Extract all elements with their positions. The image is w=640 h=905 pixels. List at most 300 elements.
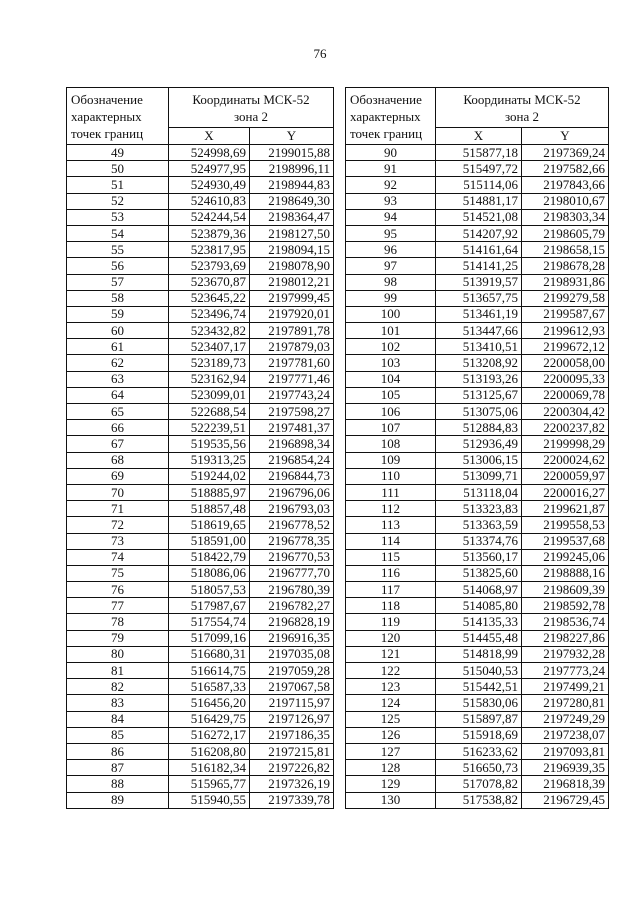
point-number-cell: 96 [346,242,436,258]
table-row [346,371,609,387]
point-number-cell: 80 [67,646,169,662]
point-number-cell: 99 [346,290,436,306]
x-coordinate-cell: 514818,99 [436,646,522,662]
x-coordinate-cell: 514455,48 [436,630,522,646]
table-row [346,242,609,258]
point-number-cell: 94 [346,209,436,225]
table-row [346,549,609,565]
table-row [67,339,334,355]
y-coordinate-cell: 2199612,93 [522,323,609,339]
x-coordinate-cell: 523670,87 [169,274,250,290]
table-row [346,776,609,792]
table-row [67,533,334,549]
table-row [346,290,609,306]
y-coordinate-cell: 2199245,06 [522,549,609,565]
y-coordinate-cell: 2197215,81 [250,743,334,759]
x-coordinate-cell: 516272,17 [169,727,250,743]
y-coordinate-cell: 2200059,97 [522,468,609,484]
point-number-cell: 100 [346,306,436,322]
y-coordinate-cell: 2197781,60 [250,355,334,371]
designation-header-line: Обозначение [350,92,422,107]
y-coordinate-cell: 2196916,35 [250,630,334,646]
table-row [346,339,609,355]
point-number-cell: 76 [67,582,169,598]
x-coordinate-cell: 513560,17 [436,549,522,565]
point-number-cell: 107 [346,420,436,436]
point-number-cell: 85 [67,727,169,743]
y-coordinate-cell: 2200304,42 [522,404,609,420]
table-row [346,177,609,193]
point-number-cell: 108 [346,436,436,452]
point-number-cell: 83 [67,695,169,711]
y-coordinate-cell: 2196778,35 [250,533,334,549]
point-number-cell: 125 [346,711,436,727]
table-row [346,355,609,371]
table-row [67,177,334,193]
y-coordinate-cell: 2197879,03 [250,339,334,355]
point-number-cell: 98 [346,274,436,290]
coordinates-header-line: зона 2 [504,109,540,124]
y-coordinate-cell: 2198605,79 [522,225,609,241]
point-number-cell: 60 [67,323,169,339]
y-column-header: Y [250,128,334,145]
x-coordinate-cell: 516182,34 [169,760,250,776]
table-row [67,290,334,306]
table-row [67,161,334,177]
x-coordinate-cell: 515965,77 [169,776,250,792]
y-coordinate-cell: 2197126,97 [250,711,334,727]
table-row [67,582,334,598]
designation-header-line: точек границ [71,126,144,141]
table-row [346,468,609,484]
y-coordinate-cell: 2198649,30 [250,193,334,209]
x-coordinate-cell: 519244,02 [169,468,250,484]
table-row [67,760,334,776]
table-row [67,695,334,711]
x-coordinate-cell: 516680,31 [169,646,250,662]
table-row [67,468,334,484]
table-row [346,760,609,776]
x-coordinate-cell: 523407,17 [169,339,250,355]
table-row [346,193,609,209]
coordinates-header-line: Координаты МСК-52 [463,92,581,107]
point-number-cell: 58 [67,290,169,306]
x-coordinate-cell: 515918,69 [436,727,522,743]
point-number-cell: 56 [67,258,169,274]
point-number-cell: 128 [346,760,436,776]
x-coordinate-cell: 518619,65 [169,517,250,533]
y-coordinate-cell: 2198127,50 [250,225,334,241]
y-coordinate-cell: 2198609,39 [522,582,609,598]
x-coordinate-cell: 518857,48 [169,501,250,517]
y-coordinate-cell: 2196796,06 [250,484,334,500]
point-number-cell: 90 [346,145,436,161]
coordinates-header-line: зона 2 [233,109,269,124]
point-number-cell: 69 [67,468,169,484]
y-coordinate-cell: 2196778,52 [250,517,334,533]
table-row [346,209,609,225]
point-number-cell: 61 [67,339,169,355]
point-number-cell: 68 [67,452,169,468]
y-coordinate-cell: 2197771,46 [250,371,334,387]
table-row [67,193,334,209]
y-coordinate-cell: 2197226,82 [250,760,334,776]
point-number-cell: 62 [67,355,169,371]
table-body [67,145,334,809]
x-coordinate-cell: 517554,74 [169,614,250,630]
x-coordinate-cell: 523793,69 [169,258,250,274]
x-coordinate-cell: 524930,49 [169,177,250,193]
point-number-cell: 113 [346,517,436,533]
table-row [346,258,609,274]
table-row [346,484,609,500]
y-coordinate-cell: 2196844,73 [250,468,334,484]
x-coordinate-cell: 517538,82 [436,792,522,808]
point-number-cell: 64 [67,387,169,403]
x-coordinate-cell: 515497,72 [436,161,522,177]
y-column-header: Y [522,128,609,145]
table-row [346,145,609,161]
y-coordinate-cell: 2197059,28 [250,663,334,679]
y-coordinate-cell: 2196729,45 [522,792,609,808]
point-number-cell: 114 [346,533,436,549]
point-number-cell: 116 [346,565,436,581]
table-row [67,274,334,290]
point-number-cell: 97 [346,258,436,274]
point-number-cell: 92 [346,177,436,193]
y-coordinate-cell: 2196898,34 [250,436,334,452]
x-coordinate-cell: 524610,83 [169,193,250,209]
y-coordinate-cell: 2200016,27 [522,484,609,500]
x-coordinate-cell: 514068,97 [436,582,522,598]
x-coordinate-cell: 513410,51 [436,339,522,355]
table-row [67,792,334,808]
point-number-cell: 120 [346,630,436,646]
x-coordinate-cell: 516587,33 [169,679,250,695]
table-row [67,145,334,161]
y-coordinate-cell: 2200069,78 [522,387,609,403]
y-coordinate-cell: 2198996,11 [250,161,334,177]
x-coordinate-cell: 516456,20 [169,695,250,711]
x-coordinate-cell: 516233,62 [436,743,522,759]
point-number-cell: 105 [346,387,436,403]
y-coordinate-cell: 2198012,21 [250,274,334,290]
y-coordinate-cell: 2200237,82 [522,420,609,436]
x-coordinate-cell: 513461,19 [436,306,522,322]
coordinates-header [436,88,609,128]
point-number-cell: 77 [67,598,169,614]
y-coordinate-cell: 2196939,35 [522,760,609,776]
point-number-cell: 126 [346,727,436,743]
x-coordinate-cell: 515877,18 [436,145,522,161]
table-body [346,145,609,809]
y-coordinate-cell: 2197481,37 [250,420,334,436]
point-number-cell: 57 [67,274,169,290]
point-number-cell: 71 [67,501,169,517]
x-coordinate-cell: 516208,80 [169,743,250,759]
y-coordinate-cell: 2199015,88 [250,145,334,161]
x-coordinate-cell: 515830,06 [436,695,522,711]
point-number-cell: 102 [346,339,436,355]
x-coordinate-cell: 514135,33 [436,614,522,630]
table-row [346,323,609,339]
x-coordinate-cell: 513323,83 [436,501,522,517]
x-coordinate-cell: 518885,97 [169,484,250,500]
x-coordinate-cell: 514521,08 [436,209,522,225]
point-number-cell: 109 [346,452,436,468]
point-number-cell: 55 [67,242,169,258]
x-coordinate-cell: 524977,95 [169,161,250,177]
y-coordinate-cell: 2196818,39 [522,776,609,792]
table-row [67,663,334,679]
table-row [346,306,609,322]
page-number: 76 [313,46,327,61]
y-coordinate-cell: 2196782,27 [250,598,334,614]
y-coordinate-cell: 2198303,34 [522,209,609,225]
x-coordinate-cell: 523496,74 [169,306,250,322]
x-coordinate-cell: 519313,25 [169,452,250,468]
point-number-cell: 123 [346,679,436,695]
x-coordinate-cell: 515114,06 [436,177,522,193]
x-coordinate-cell: 516429,75 [169,711,250,727]
x-coordinate-cell: 515040,53 [436,663,522,679]
x-coordinate-cell: 517078,82 [436,776,522,792]
table-row [67,679,334,695]
x-coordinate-cell: 518591,00 [169,533,250,549]
table-row [67,242,334,258]
table-row [67,565,334,581]
point-number-cell: 66 [67,420,169,436]
point-number-cell: 118 [346,598,436,614]
y-coordinate-cell: 2197280,81 [522,695,609,711]
coordinates-header [169,88,334,128]
table-row [67,452,334,468]
x-coordinate-cell: 523817,95 [169,242,250,258]
x-coordinate-cell: 514085,80 [436,598,522,614]
y-coordinate-cell: 2196777,70 [250,565,334,581]
table-row [346,646,609,662]
point-number-cell: 127 [346,743,436,759]
y-coordinate-cell: 2197582,66 [522,161,609,177]
point-number-cell: 95 [346,225,436,241]
x-coordinate-cell: 523432,82 [169,323,250,339]
point-number-cell: 104 [346,371,436,387]
table-row [67,630,334,646]
point-number-cell: 91 [346,161,436,177]
x-coordinate-cell: 513657,75 [436,290,522,306]
point-number-cell: 79 [67,630,169,646]
y-coordinate-cell: 2196793,03 [250,501,334,517]
y-coordinate-cell: 2197773,24 [522,663,609,679]
y-coordinate-cell: 2197743,24 [250,387,334,403]
table-row [67,387,334,403]
table-row [67,549,334,565]
y-coordinate-cell: 2197067,58 [250,679,334,695]
point-number-cell: 130 [346,792,436,808]
y-coordinate-cell: 2198592,78 [522,598,609,614]
point-number-cell: 78 [67,614,169,630]
table-row [346,711,609,727]
x-coordinate-cell: 512884,83 [436,420,522,436]
y-coordinate-cell: 2198888,16 [522,565,609,581]
y-coordinate-cell: 2197035,08 [250,646,334,662]
x-coordinate-cell: 513099,71 [436,468,522,484]
y-coordinate-cell: 2197238,07 [522,727,609,743]
point-number-cell: 53 [67,209,169,225]
x-coordinate-cell: 514207,92 [436,225,522,241]
y-coordinate-cell: 2199279,58 [522,290,609,306]
table-row [67,404,334,420]
table-row [346,225,609,241]
x-column-header: X [169,128,250,145]
table-row [346,663,609,679]
point-number-cell: 124 [346,695,436,711]
table-row [346,404,609,420]
x-coordinate-cell: 514881,17 [436,193,522,209]
y-coordinate-cell: 2197891,78 [250,323,334,339]
designation-header-line: характерных [71,109,142,124]
y-coordinate-cell: 2197369,24 [522,145,609,161]
y-coordinate-cell: 2197186,35 [250,727,334,743]
table-row [346,517,609,533]
y-coordinate-cell: 2199621,87 [522,501,609,517]
y-coordinate-cell: 2196828,19 [250,614,334,630]
y-coordinate-cell: 2200024,62 [522,452,609,468]
point-number-cell: 59 [67,306,169,322]
table-row [346,161,609,177]
point-number-cell: 52 [67,193,169,209]
y-coordinate-cell: 2198536,74 [522,614,609,630]
y-coordinate-cell: 2197920,01 [250,306,334,322]
y-coordinate-cell: 2197932,28 [522,646,609,662]
x-column-header: X [436,128,522,145]
point-number-cell: 49 [67,145,169,161]
y-coordinate-cell: 2200095,33 [522,371,609,387]
x-coordinate-cell: 522239,51 [169,420,250,436]
y-coordinate-cell: 2200058,00 [522,355,609,371]
point-number-cell: 111 [346,484,436,500]
x-coordinate-cell: 524244,54 [169,209,250,225]
y-coordinate-cell: 2196780,39 [250,582,334,598]
y-coordinate-cell: 2199998,29 [522,436,609,452]
point-number-cell: 73 [67,533,169,549]
y-coordinate-cell: 2198944,83 [250,177,334,193]
x-coordinate-cell: 513825,60 [436,565,522,581]
x-coordinate-cell: 517099,16 [169,630,250,646]
y-coordinate-cell: 2198678,28 [522,258,609,274]
designation-header-line: характерных [350,109,421,124]
point-number-cell: 89 [67,792,169,808]
table-row [346,598,609,614]
x-coordinate-cell: 523645,22 [169,290,250,306]
table-row [67,614,334,630]
y-coordinate-cell: 2196854,24 [250,452,334,468]
point-number-cell: 129 [346,776,436,792]
point-number-cell: 110 [346,468,436,484]
x-coordinate-cell: 518086,06 [169,565,250,581]
x-coordinate-cell: 513193,26 [436,371,522,387]
table-row [346,630,609,646]
point-number-cell: 115 [346,549,436,565]
table-row [346,565,609,581]
y-coordinate-cell: 2198227,86 [522,630,609,646]
table-row [67,355,334,371]
point-number-cell: 50 [67,161,169,177]
y-coordinate-cell: 2197843,66 [522,177,609,193]
table-row [67,776,334,792]
designation-header-line: Обозначение [71,92,143,107]
table-row [67,727,334,743]
point-number-cell: 122 [346,663,436,679]
table-row [67,209,334,225]
point-number-cell: 51 [67,177,169,193]
coordinates-header-line: Координаты МСК-52 [192,92,310,107]
y-coordinate-cell: 2198078,90 [250,258,334,274]
designation-header [67,88,169,145]
table-row [346,727,609,743]
point-number-cell: 106 [346,404,436,420]
table-row [67,646,334,662]
point-number-cell: 121 [346,646,436,662]
y-coordinate-cell: 2199672,12 [522,339,609,355]
x-coordinate-cell: 513208,92 [436,355,522,371]
y-coordinate-cell: 2197115,97 [250,695,334,711]
table-row [67,501,334,517]
x-coordinate-cell: 523879,36 [169,225,250,241]
y-coordinate-cell: 2197093,81 [522,743,609,759]
point-number-cell: 54 [67,225,169,241]
y-coordinate-cell: 2197499,21 [522,679,609,695]
x-coordinate-cell: 519535,56 [169,436,250,452]
y-coordinate-cell: 2197339,78 [250,792,334,808]
table-row [346,695,609,711]
x-coordinate-cell: 518422,79 [169,549,250,565]
x-coordinate-cell: 513006,15 [436,452,522,468]
point-number-cell: 75 [67,565,169,581]
x-coordinate-cell: 514141,25 [436,258,522,274]
x-coordinate-cell: 522688,54 [169,404,250,420]
y-coordinate-cell: 2198364,47 [250,209,334,225]
x-coordinate-cell: 513447,66 [436,323,522,339]
x-coordinate-cell: 513374,76 [436,533,522,549]
x-coordinate-cell: 515940,55 [169,792,250,808]
x-coordinate-cell: 513075,06 [436,404,522,420]
y-coordinate-cell: 2198658,15 [522,242,609,258]
x-coordinate-cell: 518057,53 [169,582,250,598]
table-row [346,274,609,290]
table-row [346,743,609,759]
point-number-cell: 86 [67,743,169,759]
y-coordinate-cell: 2198931,86 [522,274,609,290]
table-row [67,323,334,339]
table-row [67,420,334,436]
point-number-cell: 63 [67,371,169,387]
table-row [67,306,334,322]
x-coordinate-cell: 513363,59 [436,517,522,533]
y-coordinate-cell: 2197598,27 [250,404,334,420]
point-number-cell: 103 [346,355,436,371]
designation-header [346,88,436,145]
table-row [67,371,334,387]
x-coordinate-cell: 517987,67 [169,598,250,614]
y-coordinate-cell: 2197999,45 [250,290,334,306]
table-row [346,679,609,695]
point-number-cell: 84 [67,711,169,727]
table-row [346,533,609,549]
x-coordinate-cell: 514161,64 [436,242,522,258]
x-coordinate-cell: 513125,67 [436,387,522,403]
point-number-cell: 74 [67,549,169,565]
